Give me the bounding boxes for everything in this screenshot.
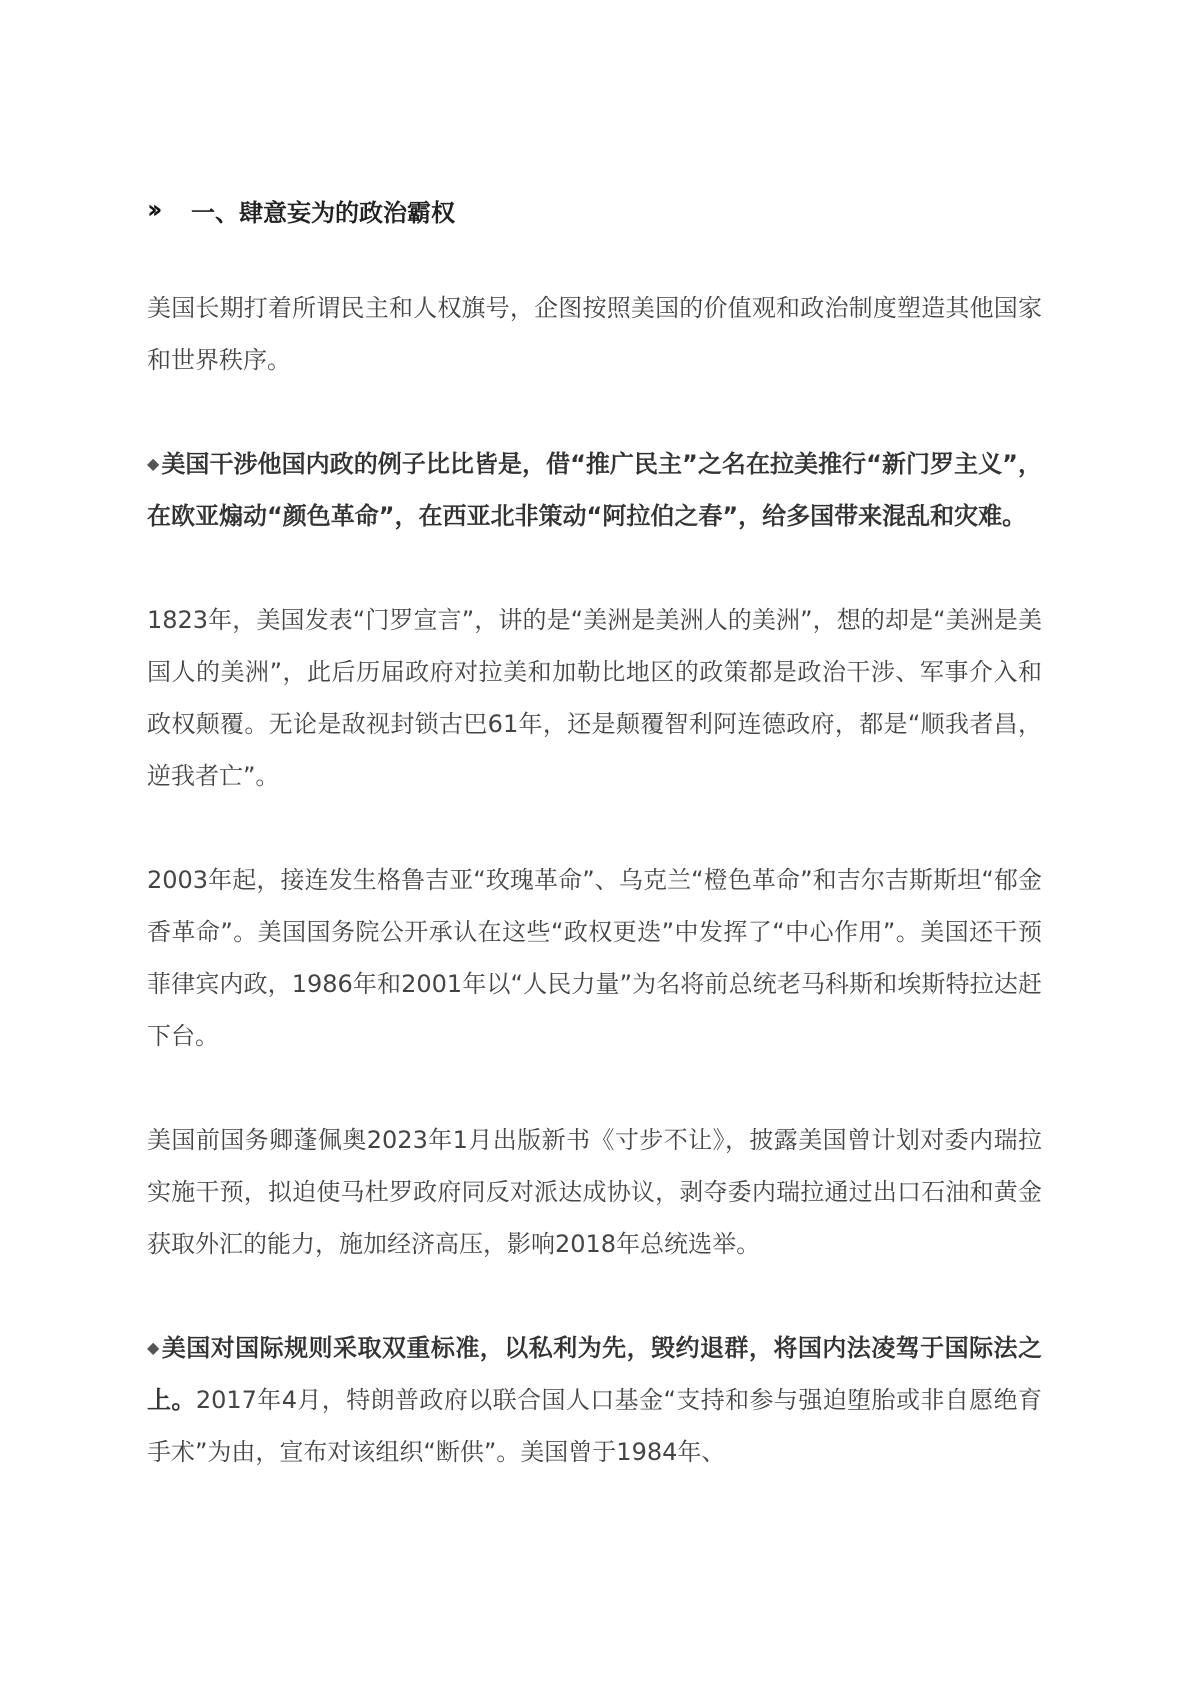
double-chevron-icon: ›› [147, 195, 157, 225]
paragraph-1: 美国长期打着所谓民主和人权旗号，企图按照美国的价值观和政治制度塑造其他国家和世界秩序。 [147, 294, 1042, 374]
paragraph-5: 美国前国务卿蓬佩奥2023年1月出版新书《寸步不让》，披露美国曾计划对委内瑞拉实施干预，拟迫使马杜罗政府同反对派达成协议，剥夺委内瑞拉通过出口石油和黄金获取外汇的能力，施加经济高压，影响2018年总统选举。 [147, 1126, 1042, 1258]
paragraph-2-text: 美国干涉他国内政的例子比比皆是，借“推广民主”之名在拉美推行“新门罗主义”，在欧亚煽动“颜色革命”，在西亚北非策动“阿拉伯之春”，给多国带来混乱和灾难。 [147, 450, 1042, 530]
paragraph-6-text: 2017年4月，特朗普政府以联合国人口基金“支持和参与强迫堕胎或非自愿绝育手术”为由，宣布对该组织“断供”。美国曾于1984年、 [147, 1386, 1042, 1466]
diamond-bullet-icon: ◆ [147, 1338, 160, 1357]
paragraph-2 [147, 438, 1042, 542]
section-title: 一、肆意妄为的政治霸权 [191, 198, 455, 227]
paragraph-6 [147, 1322, 1042, 1478]
paragraph-6-bold: 美国对国际规则采取双重标准，以私利为先，毁约退群，将国内法凌驾于国际法之上。 [147, 1334, 1042, 1414]
diamond-bullet-icon: ◆ [147, 454, 160, 473]
article-body [147, 190, 1042, 1530]
paragraph-3: 1823年，美国发表“门罗宣言”，讲的是“美洲是美洲人的美洲”，想的却是“美洲是美国人的美洲”，此后历届政府对拉美和加勒比地区的政策都是政治干涉、军事介入和政权颠覆。无论是敌视封锁古巴61年，还是颠覆智利阿连德政府，都是“顺我者昌，逆我者亡”。 [147, 606, 1042, 790]
section-heading [147, 190, 1042, 230]
paragraph-4: 2003年起，接连发生格鲁吉亚“玫瑰革命”、乌克兰“橙色革命”和吉尔吉斯斯坦“郁金香革命”。美国国务院公开承认在这些“政权更迭”中发挥了“中心作用”。美国还干预菲律宾内政，1986年和2001年以“人民力量”为名将前总统老马科斯和埃斯特拉达赶下台。 [147, 866, 1042, 1050]
